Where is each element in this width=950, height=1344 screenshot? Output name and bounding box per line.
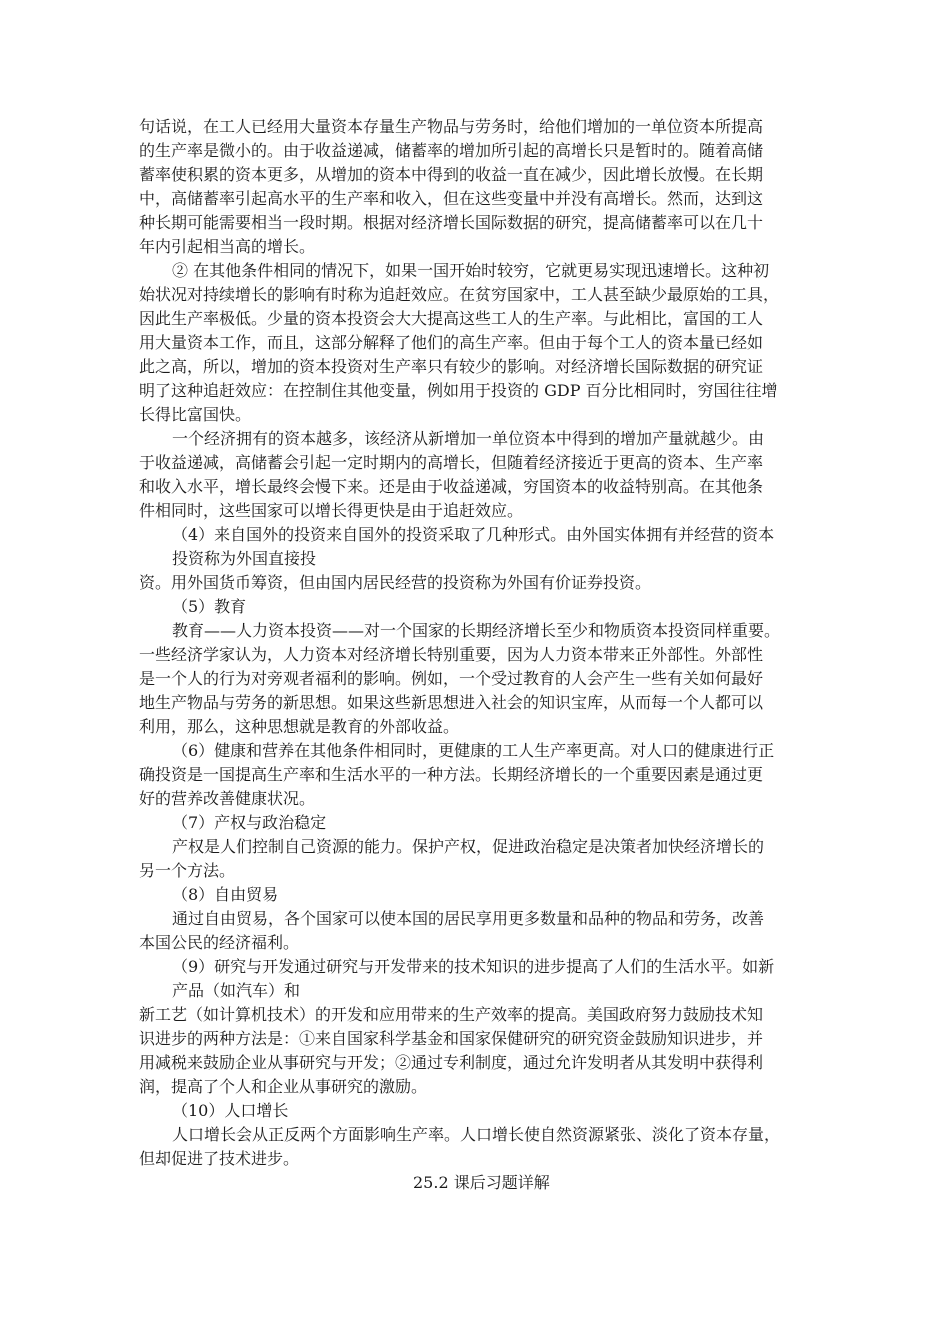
chapter-subtitle: 25.2 课后习题详解 xyxy=(413,1173,550,1192)
text-line: 好的营养改善健康状况。 xyxy=(139,789,316,808)
text-line: 利用，那么，这种思想就是教育的外部收益。 xyxy=(139,717,460,736)
section-heading-5: （5）教育 xyxy=(172,597,247,616)
text-line: 始状况对持续增长的影响有时称为追赶效应。在贫穷国家中，工人甚至缺少最原始的工具， xyxy=(139,285,780,304)
text-line: 确投资是一国提高生产率和生活水平的一种方法。长期经济增长的一个重要因素是通过更 xyxy=(139,765,764,784)
paragraph-start: 通过自由贸易，各个国家可以使本国的居民享用更多数量和品种的物品和劳务，改善 xyxy=(172,909,765,928)
section-heading-4: （4）来自国外的投资来自国外的投资采取了几种形式。由外国实体拥有并经营的资本 xyxy=(172,525,775,544)
text-line: 种长期可能需要相当一段时期。根据对经济增长国际数据的研究，提高储蓄率可以在几十 xyxy=(139,213,764,232)
text-line: 明了这种追赶效应：在控制住其他变量，例如用于投资的 GDP 百分比相同时，穷国往往增 xyxy=(139,381,778,400)
text-line: 一些经济学家认为，人力资本对经济增长特别重要，因为人力资本带来正外部性。外部性 xyxy=(139,645,764,664)
text-line: 年内引起相当高的增长。 xyxy=(139,237,316,256)
text-line: 是一个人的行为对旁观者福利的影响。例如，一个受过教育的人会产生一些有关如何最好 xyxy=(139,669,764,688)
text-line: 产品（如汽车）和 xyxy=(172,981,301,1000)
text-line: 中，高储蓄率引起高水平的生产率和收入，但在这些变量中并没有高增长。然而，达到这 xyxy=(139,189,764,208)
text-line: 的生产率是微小的。由于收益递减，储蓄率的增加所引起的高增长只是暂时的。随着高储 xyxy=(139,141,764,160)
text-line: 用减税来鼓励企业从事研究与开发；②通过专利制度，通过允许发明者从其发明中获得利 xyxy=(139,1053,764,1072)
paragraph-start: 教育——人力资本投资——对一个国家的长期经济增长至少和物质资本投资同样重要。 xyxy=(172,621,781,640)
text-line: 此之高，所以，增加的资本投资对生产率只有较少的影响。对经济增长国际数据的研究证 xyxy=(139,357,764,376)
text-line: 新工艺（如计算机技术）的开发和应用带来的生产效率的提高。美国政府努力鼓励技术知 xyxy=(139,1005,764,1024)
text-line: 本国公民的经济福利。 xyxy=(139,933,300,952)
text-line: 地生产物品与劳务的新思想。如果这些新思想进入社会的知识宝库，从而每一个人都可以 xyxy=(139,693,764,712)
section-heading-9: （9）研究与开发通过研究与开发带来的技术知识的进步提高了人们的生活水平。如新 xyxy=(172,957,775,976)
text-line: 识进步的两种方法是：①来自国家科学基金和国家保健研究的研究资金鼓励知识进步，并 xyxy=(139,1029,764,1048)
paragraph-start: 一个经济拥有的资本越多，该经济从新增加一单位资本中得到的增加产量就越少。由 xyxy=(172,429,765,448)
text-line: 和收入水平，增长最终会慢下来。还是由于收益递减，穷国资本的收益特别高。在其他条 xyxy=(139,477,764,496)
text-line: 润，提高了个人和企业从事研究的激励。 xyxy=(139,1077,428,1096)
text-line: 于收益递减，高储蓄会引起一定时期内的高增长，但随着经济接近于更高的资本、生产率 xyxy=(139,453,764,472)
paragraph-start: 产权是人们控制自己资源的能力。保护产权，促进政治稳定是决策者加快经济增长的 xyxy=(172,837,765,856)
text-line: 但却促进了技术进步。 xyxy=(139,1149,300,1168)
text-line: 用大量资本工作，而且，这部分解释了他们的高生产率。但由于每个工人的资本量已经如 xyxy=(139,333,764,352)
text-line: 件相同时，这些国家可以增长得更快是由于追赶效应。 xyxy=(139,501,524,520)
section-heading-7: （7）产权与政治稳定 xyxy=(172,813,327,832)
paragraph-start: ② 在其他条件相同的情况下，如果一国开始时较穷，它就更易实现迅速增长。这种初 xyxy=(172,261,770,280)
text-line: 句话说，在工人已经用大量资本存量生产物品与劳务时，给他们增加的一单位资本所提高 xyxy=(139,117,764,136)
text-line: 长得比富国快。 xyxy=(139,405,252,424)
section-heading-6: （6）健康和营养在其他条件相同时，更健康的工人生产率更高。对人口的健康进行正 xyxy=(172,741,775,760)
text-line: 投资称为外国直接投 xyxy=(172,549,317,568)
text-line: 资。用外国货币筹资，但由国内居民经营的投资称为外国有价证券投资。 xyxy=(139,573,652,592)
paragraph-start: 人口增长会从正反两个方面影响生产率。人口增长使自然资源紧张、淡化了资本存量， xyxy=(172,1125,781,1144)
section-heading-10: （10）人口增长 xyxy=(172,1101,289,1120)
text-line: 因此生产率极低。少量的资本投资会大大提高这些工人的生产率。与此相比，富国的工人 xyxy=(139,309,764,328)
section-heading-8: （8）自由贸易 xyxy=(172,885,279,904)
text-line: 蓄率使积累的资本更多，从增加的资本中得到的收益一直在减少，因此增长放慢。在长期 xyxy=(139,165,764,184)
text-line: 另一个方法。 xyxy=(139,861,236,880)
